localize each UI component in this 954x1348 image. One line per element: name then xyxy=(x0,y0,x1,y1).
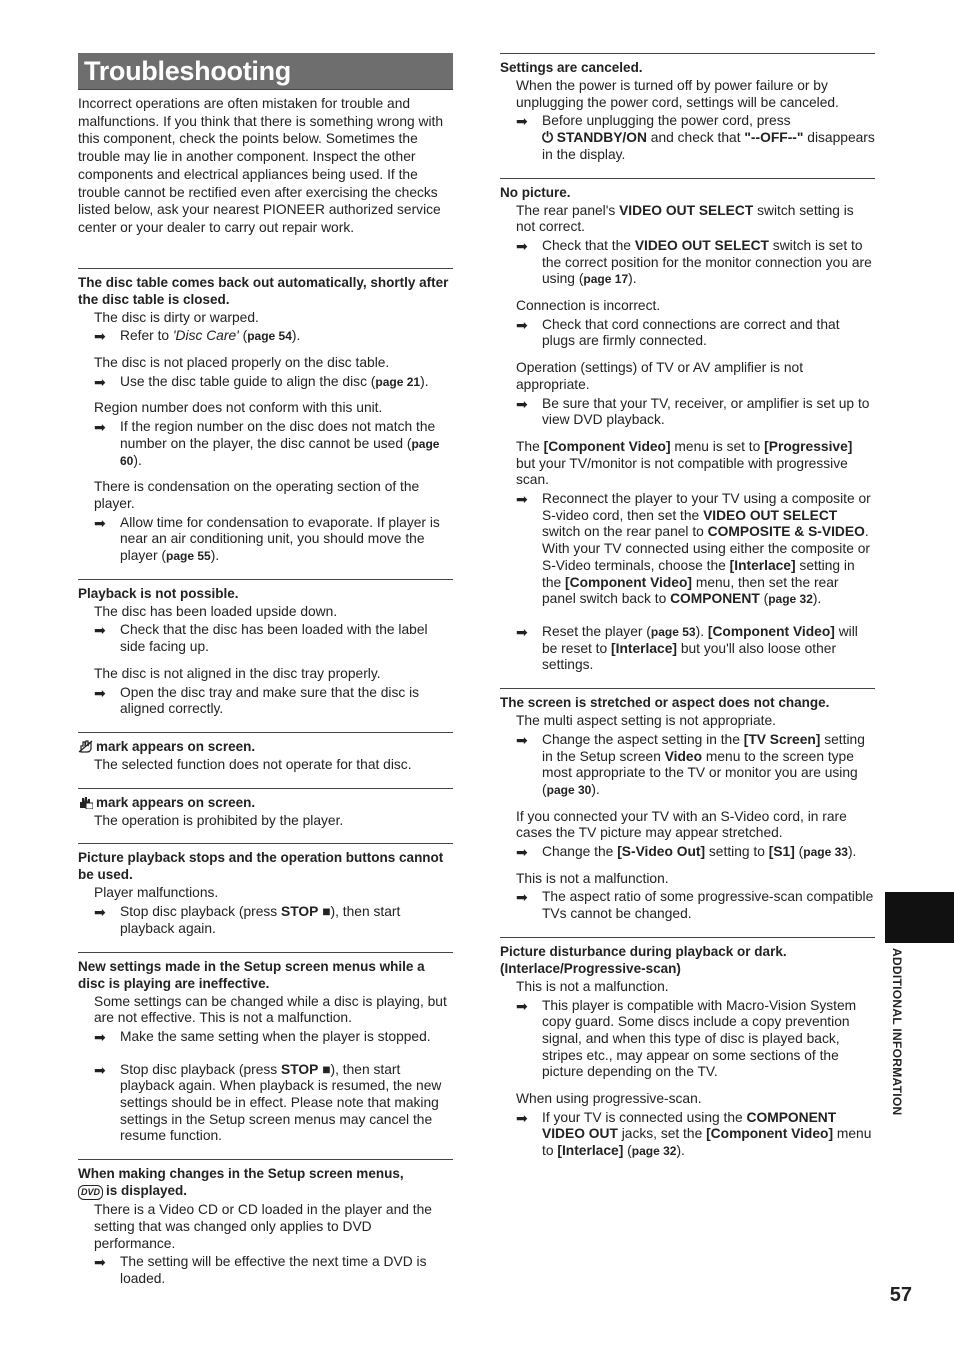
section-heading: When making changes in the Setup screen menus, DVD is displayed. xyxy=(78,1166,404,1199)
remedy: ➡ Check that the VIDEO OUT SELECT switch is set to the correct position for the monitor connection you are using (page 17). xyxy=(516,237,872,287)
remedy: ➡ Reset the player (page 53). [Component Video] will be reset to [Interlace] but you'll also loose other settings. xyxy=(516,623,858,673)
section-heading: mark appears on screen. xyxy=(78,738,453,755)
cause: Player malfunctions. xyxy=(94,885,219,901)
page-ref: page 17 xyxy=(583,272,629,287)
section-picture-disturbance xyxy=(500,937,875,1160)
left-column xyxy=(78,53,453,1298)
right-arrow-icon: ➡ xyxy=(516,623,528,640)
page-ref: page 33 xyxy=(803,845,848,860)
remedy: ➡ Reconnect the player to your TV using a composite or S-video cord, then set the VIDEO OUT SELECT switch on the rear panel to COMPOSITE & S-VIDEO. With your TV connected using either the composite or S-Video terminals, choose the [Interlace] setting in the [Component Video] menu, then set the rear panel switch back to COMPONENT (page 32). xyxy=(516,491,871,607)
cause: When the power is turned off by power failure or by unplugging the power cord, settings will be canceled. xyxy=(516,78,839,110)
right-arrow-icon: ➡ xyxy=(94,1061,106,1078)
remedy: ➡ Open the disc tray and make sure that the disc is aligned correctly. xyxy=(94,684,420,717)
right-arrow-icon: ➡ xyxy=(94,373,106,390)
page-number: 57 xyxy=(889,1284,912,1306)
right-arrow-icon: ➡ xyxy=(516,1109,528,1126)
section-prohibited-mark xyxy=(78,788,453,830)
page-ref: page 32 xyxy=(631,1144,677,1159)
standby-power-icon: ⏻ xyxy=(542,130,553,146)
cause: There is condensation on the operating section of the player. xyxy=(94,479,420,511)
cause: This is not a malfunction. xyxy=(516,978,669,994)
cause: The multi aspect setting is not appropriate. xyxy=(516,713,776,729)
remedy: ➡ Change the aspect setting in the [TV Screen] setting in the Setup screen Video menu to the screen type most appropriate to the TV or monitor you are using (page 30). xyxy=(516,731,865,797)
remedy: ➡ Stop disc playback (press STOP ■), then start playback again. xyxy=(94,904,401,936)
remedy: ➡ If the region number on the disc does not match the number on the player, the disc cannot be used (page 60). xyxy=(94,419,440,468)
cause: Some settings can be changed while a disc is playing, but are not effective. This is not a malfunction. xyxy=(94,993,447,1026)
cause: This is not a malfunction. xyxy=(516,870,669,886)
right-arrow-icon: ➡ xyxy=(94,1028,106,1045)
remedy: ➡ Stop disc playback (press STOP ■), then start playback again. When playback is resumed, the new settings should be in effect. Please note that making settings in the Setup screen menus may cancel the resume function. xyxy=(94,1061,442,1144)
section-heading: New settings made in the Setup screen menus while a disc is playing are ineffective. xyxy=(78,958,425,991)
remedy: ➡ Check that cord connections are correct and that plugs are firmly connected. xyxy=(516,316,840,349)
cause: The disc is not aligned in the disc tray properly. xyxy=(94,665,381,681)
section-dvd-mark xyxy=(78,1159,453,1288)
right-arrow-icon: ➡ xyxy=(516,731,528,748)
page-ref: page 60 xyxy=(120,436,440,468)
title-bar xyxy=(78,53,453,90)
cause: The selected function does not operate for that disc. xyxy=(94,756,412,772)
cause: When using progressive-scan. xyxy=(516,1091,702,1107)
section-settings-ineffective xyxy=(78,952,453,1146)
section-heading: The disc table comes back out automatically, shortly after the disc table is closed. xyxy=(78,274,449,307)
cause: The disc has been loaded upside down. xyxy=(94,603,338,619)
invalid-operation-hand-icon xyxy=(78,740,93,753)
cause: Operation (settings) of TV or AV amplifier is not appropriate. xyxy=(516,360,804,392)
right-arrow-icon: ➡ xyxy=(516,844,528,861)
section-heading: Picture playback stops and the operation buttons cannot be used. xyxy=(78,850,444,883)
right-arrow-icon: ➡ xyxy=(94,514,106,531)
chapter-label: ADDITIONAL INFORMATION xyxy=(890,948,904,1116)
page-ref: page 54 xyxy=(247,329,292,344)
section-heading: Playback is not possible. xyxy=(78,585,239,601)
section-picture-stops xyxy=(78,843,453,937)
section-screen-stretched xyxy=(500,688,875,923)
remedy: ➡ Change the [S-Video Out] setting to [S1] (page 33). xyxy=(516,844,857,861)
section-heading: The screen is stretched or aspect does not change. xyxy=(500,695,830,711)
page-title: Troubleshooting xyxy=(84,56,291,86)
right-arrow-icon: ➡ xyxy=(94,684,106,701)
remedy: ➡ The setting will be effective the next time a DVD is loaded. xyxy=(94,1254,427,1286)
cause: Region number does not conform with this unit. xyxy=(94,400,383,416)
right-column xyxy=(500,53,875,1170)
section-heading: mark appears on screen. xyxy=(78,794,453,811)
dvd-logo-icon: DVD xyxy=(78,1185,103,1200)
right-arrow-icon: ➡ xyxy=(516,395,528,412)
right-arrow-icon: ➡ xyxy=(516,316,528,333)
right-arrow-icon: ➡ xyxy=(94,1254,106,1271)
section-heading: Settings are canceled. xyxy=(500,60,643,75)
page-ref: page 30 xyxy=(546,782,592,797)
right-arrow-icon: ➡ xyxy=(94,622,106,639)
section-invalid-mark xyxy=(78,732,453,774)
cause: There is a Video CD or CD loaded in the player and the setting that was changed only applies to DVD performance. xyxy=(94,1202,432,1251)
right-arrow-icon: ➡ xyxy=(94,419,106,436)
remedy: ➡ The aspect ratio of some progressive-scan compatible TVs cannot be changed. xyxy=(516,889,874,922)
remedy: ➡ Allow time for condensation to evaporate. If player is near an air conditioning unit, you should move the player (page 55). xyxy=(94,514,440,564)
right-arrow-icon: ➡ xyxy=(516,113,528,130)
right-arrow-icon: ➡ xyxy=(94,328,106,345)
right-arrow-icon: ➡ xyxy=(516,491,528,508)
cause: The disc is not placed properly on the disc table. xyxy=(94,355,390,371)
cause: The disc is dirty or warped. xyxy=(94,309,259,325)
remedy: ➡ Before unplugging the power cord, press ⏻ STANDBY/ON and check that "--OFF--" disappears in the display. xyxy=(516,113,875,162)
chapter-tab xyxy=(885,892,954,943)
intro-paragraph: Incorrect operations are often mistaken for trouble and malfunctions. If you think that there is something wrong with this component, check the points below. Sometimes the trouble may lie in another component. Inspect the other components and electrical appliances being used. If the trouble cannot be rectified even after exercising the checks listed below, ask your nearest PIONEER authorized service center or your dealer to carry out repair work. xyxy=(78,96,444,235)
remedy: ➡ This player is compatible with Macro-Vision System copy guard. Some discs include a copy prevention signal, and when this type of disc is played back, stripes etc., may appear on some sections of the picture depending on the TV. xyxy=(516,997,857,1080)
cause: Connection is incorrect. xyxy=(516,298,661,314)
right-arrow-icon: ➡ xyxy=(516,237,528,254)
remedy: ➡ Refer to 'Disc Care' (page 54). xyxy=(94,328,301,345)
page-ref: page 21 xyxy=(375,374,421,389)
remedy: ➡ If your TV is connected using the COMPONENT VIDEO OUT jacks, set the [Component Video] menu to [Interlace] (page 32). xyxy=(516,1109,872,1159)
remedy: ➡ Use the disc table guide to align the disc (page 21). xyxy=(94,373,429,390)
remedy: ➡ Be sure that your TV, receiver, or amplifier is set up to view DVD playback. xyxy=(516,395,870,428)
section-disc-table xyxy=(78,268,453,565)
remedy: ➡ Check that the disc has been loaded with the label side facing up. xyxy=(94,622,428,655)
cause: The rear panel's VIDEO OUT SELECT switch setting is not correct. xyxy=(516,202,854,235)
section-heading: Picture disturbance during playback or dark. (Interlace/Progressive-scan) xyxy=(500,943,787,976)
cause: The [Component Video] menu is set to [Progressive] but your TV/monitor is not compatible with progressive scan. xyxy=(516,438,853,488)
page-ref: page 55 xyxy=(166,549,211,564)
right-arrow-icon: ➡ xyxy=(94,904,106,921)
cause: If you connected your TV with an S-Video cord, in rare cases the TV picture may appear stretched. xyxy=(516,808,847,841)
remedy: ➡ Make the same setting when the player is stopped. xyxy=(94,1028,431,1045)
page-ref: page 53 xyxy=(650,624,696,639)
section-no-picture xyxy=(500,178,875,675)
section-playback-not-possible xyxy=(78,579,453,718)
right-arrow-icon: ➡ xyxy=(516,889,528,906)
section-settings-canceled xyxy=(500,53,875,164)
page-ref: page 32 xyxy=(768,592,813,607)
right-arrow-icon: ➡ xyxy=(516,997,528,1014)
cause: The operation is prohibited by the player. xyxy=(94,812,344,828)
prohibited-hand-icon xyxy=(78,796,93,809)
section-heading: No picture. xyxy=(500,184,571,200)
